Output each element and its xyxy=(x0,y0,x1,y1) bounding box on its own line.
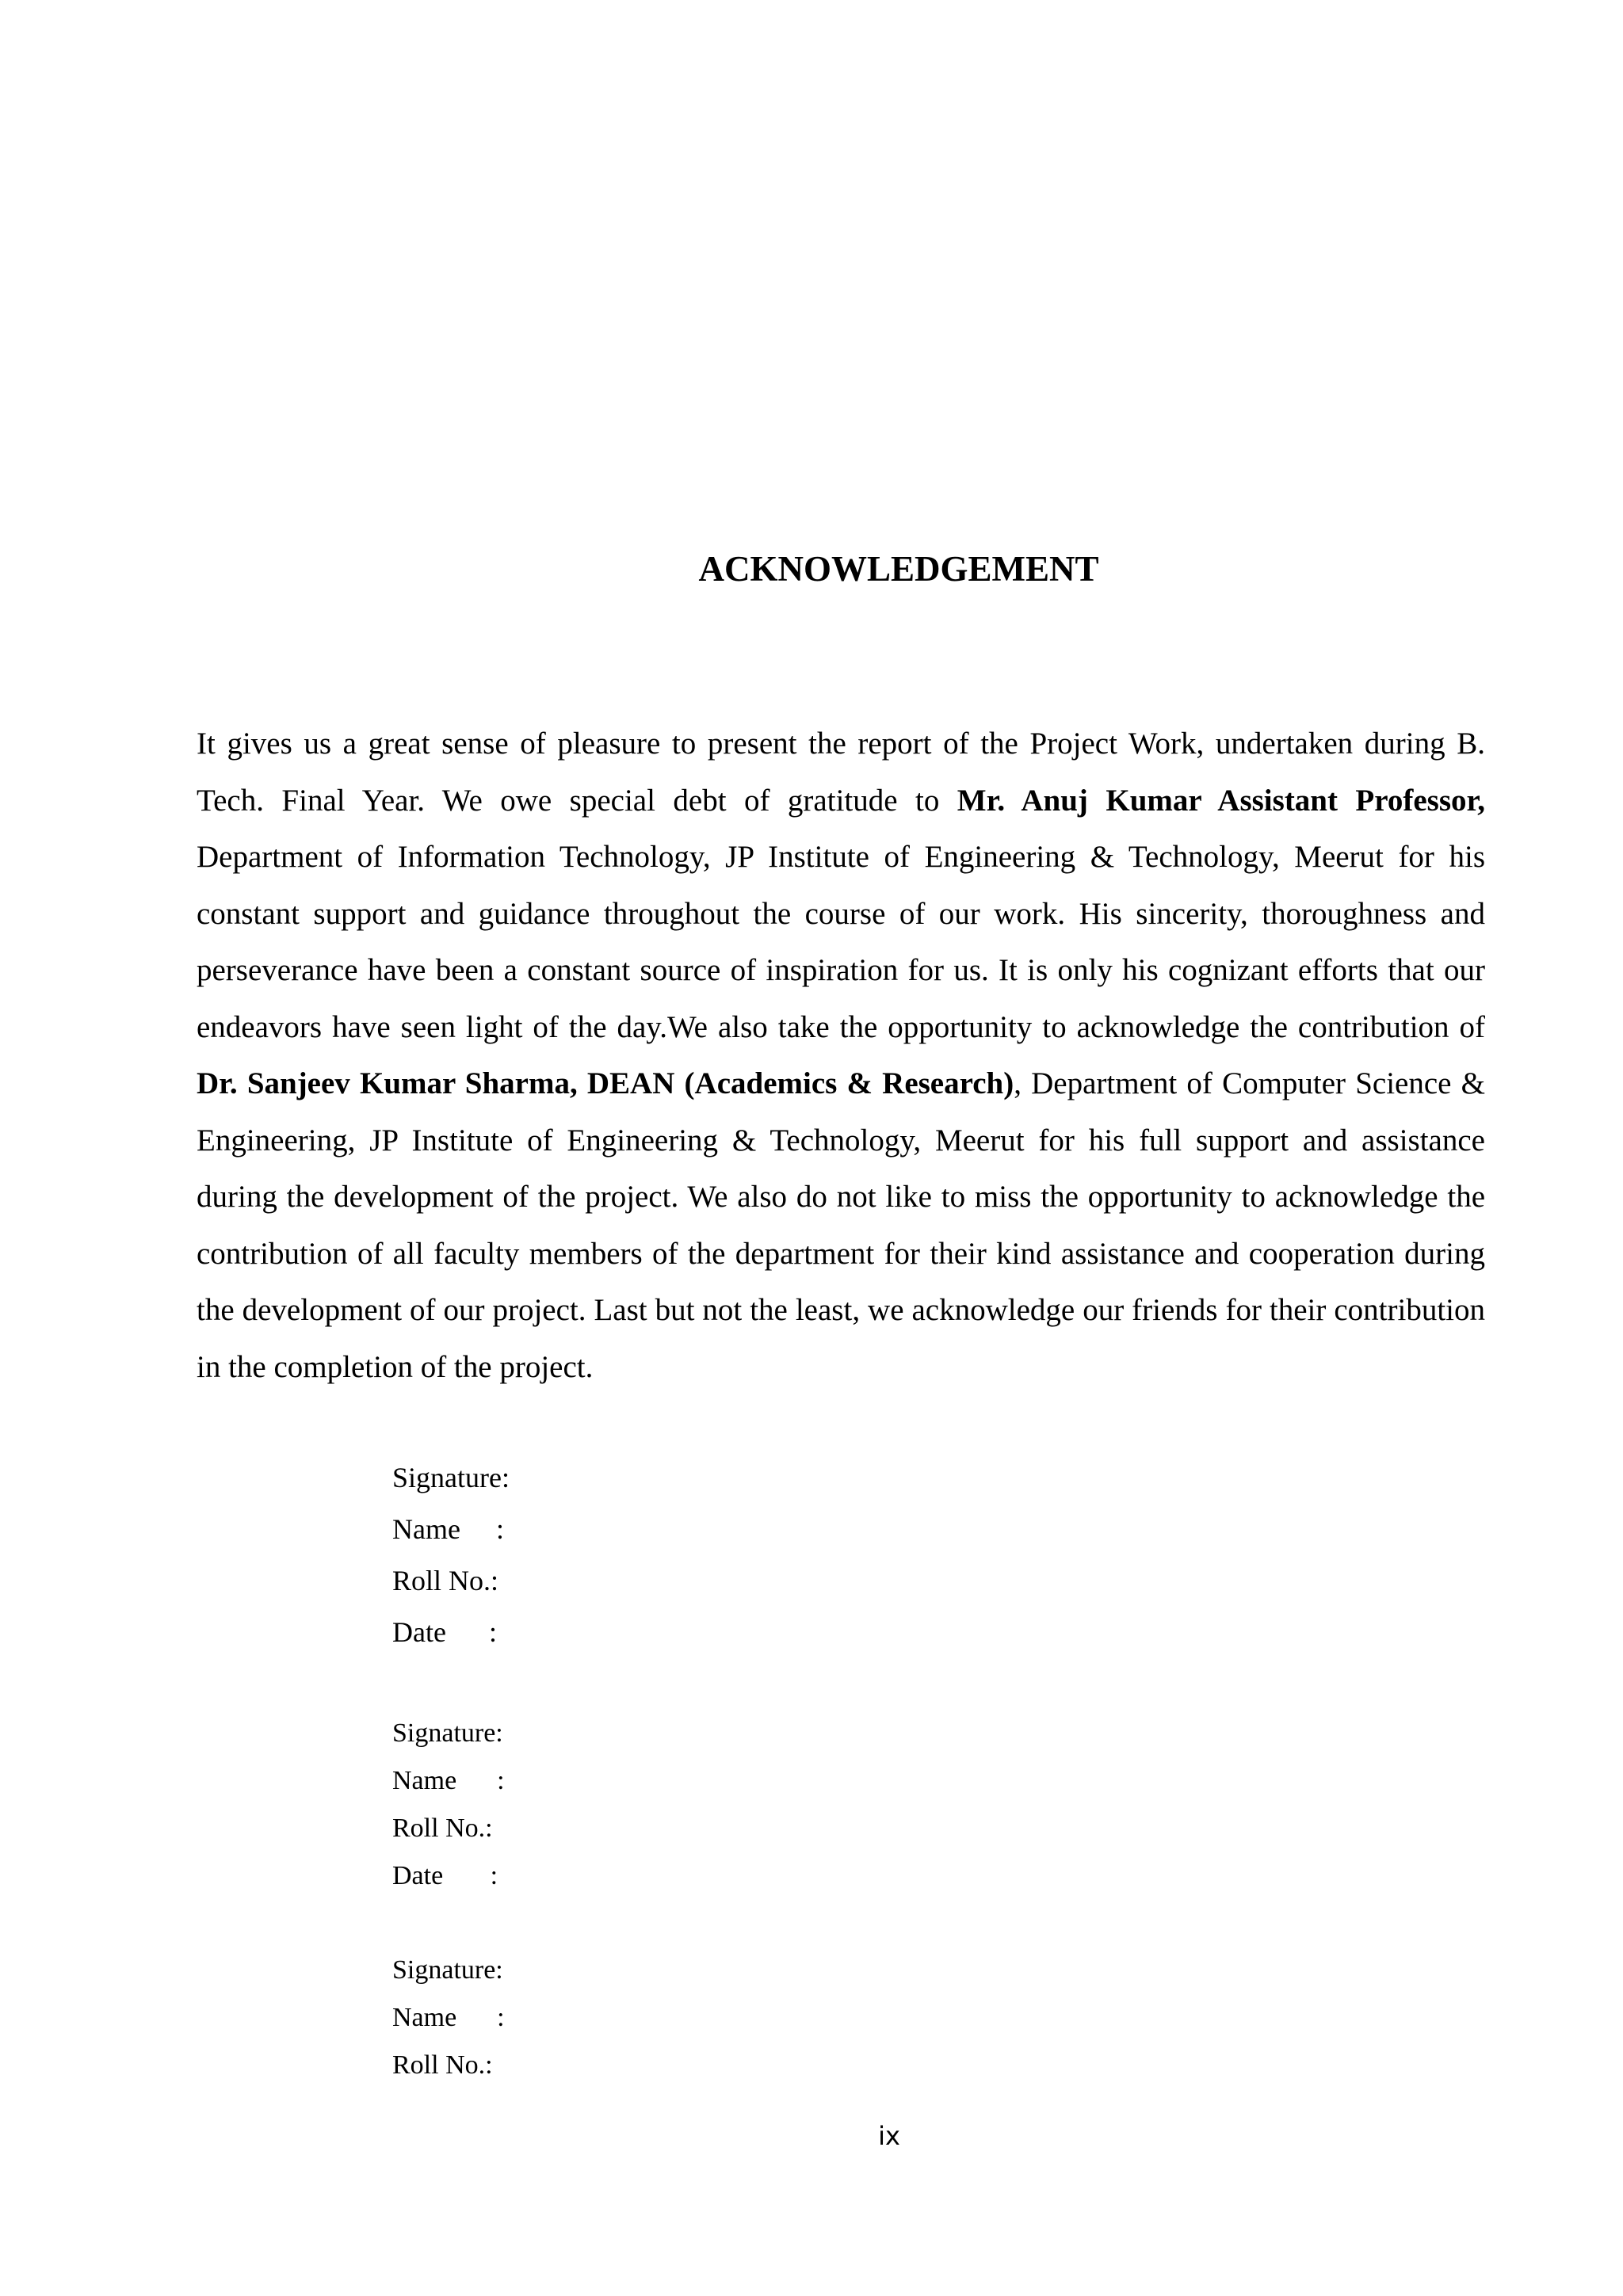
signature-label: Signature: xyxy=(392,1462,510,1493)
name-label: Name : xyxy=(392,1766,505,1795)
page-title: ACKNOWLEDGEMENT xyxy=(698,549,1099,589)
date-label: Date : xyxy=(392,1861,498,1890)
paragraph-text-2: Department of Information Technology, JP Institute of Engineering & Technology, Meerut for his constant support and guidance throughout the course of our work. His sincerity, thoroughness and perseverance have been a constant source of inspiration for us. It is only his cognizant efforts that our endeavors have seen light of the day.We also take the opportunity to acknowledge the contribution of xyxy=(197,840,1485,1044)
roll-label: Roll No.: xyxy=(392,1814,493,1843)
paragraph-text-1: It gives us a great sense of pleasure to present the report of the Project Work, undertaken during B. Tech. Final Year. We owe special debt of gratitude to xyxy=(197,727,1485,818)
acknowledgement-paragraph xyxy=(197,715,1485,1395)
paragraph-bold-1: Mr. Anuj Kumar Assistant Professor, xyxy=(957,783,1485,818)
signature-block-3 xyxy=(392,1947,505,2089)
paragraph-text-3: , Department of Computer Science & Engineering, JP Institute of Engineering & Technology, Meerut for his full support and assistance during the development of the project. We also do not like to miss the opportunity to acknowledge the contribution of all faculty members of the department for their kind assistance and cooperation during the development of our project. Last but not the least, we acknowledge our friends for their contribution in the completion of the project. xyxy=(197,1066,1485,1384)
signature-block-2 xyxy=(392,1710,505,1900)
signature-label: Signature: xyxy=(392,1718,503,1748)
roll-label: Roll No.: xyxy=(392,1565,499,1596)
roll-label: Roll No.: xyxy=(392,2050,493,2080)
signature-label: Signature: xyxy=(392,1955,503,1985)
signature-block-1 xyxy=(392,1452,510,1658)
date-label: Date : xyxy=(392,1616,497,1648)
name-label: Name : xyxy=(392,2003,505,2032)
name-label: Name : xyxy=(392,1513,504,1545)
page-number: ix xyxy=(878,2121,900,2151)
paragraph-bold-2: Dr. Sanjeev Kumar Sharma, DEAN (Academics & Research) xyxy=(197,1066,1014,1100)
